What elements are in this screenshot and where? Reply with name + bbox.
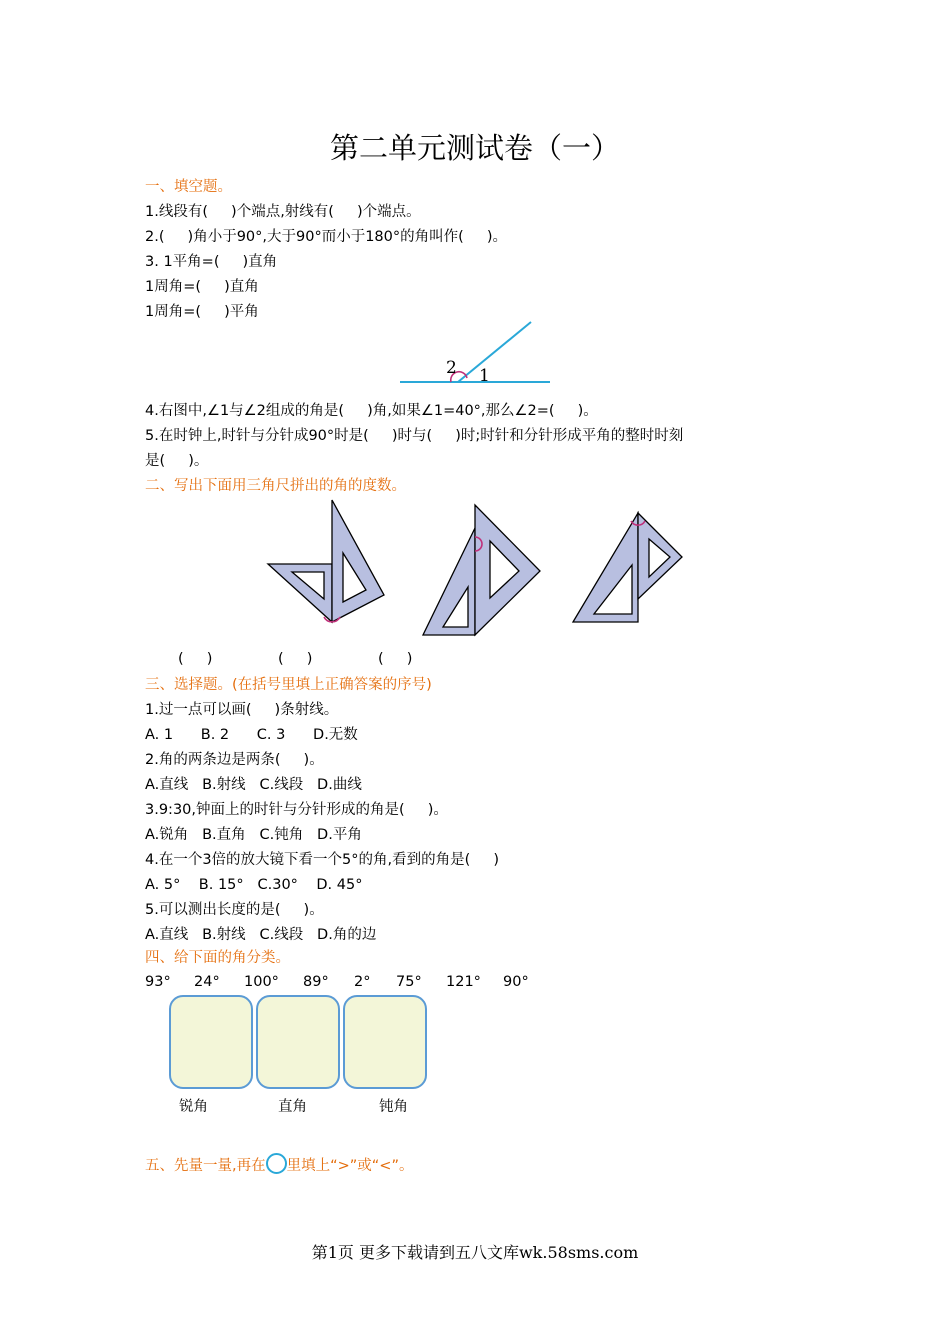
acute-angle-label: 锐角	[179, 1099, 208, 1115]
section3-question-4: 4.在一个3倍的放大镜下看一个5°的角,看到的角是( )	[145, 852, 500, 868]
section3-options-3: A.锐角 B.直角 C.钝角 D.平角	[145, 827, 362, 843]
section5-heading	[145, 1153, 413, 1176]
section1-question-4: 4.右图中,∠1与∠2组成的角是( )角,如果∠1=40°,那么∠2=( )。	[145, 403, 598, 419]
section5-heading-before: 五、先量一量,再在	[145, 1158, 266, 1174]
ruler-set-2	[423, 505, 540, 635]
angle-value: 93°	[145, 974, 171, 990]
section2-heading: 二、写出下面用三角尺拼出的角的度数。	[145, 478, 406, 494]
ruler-3a	[573, 513, 638, 622]
angle-label-1: 1	[479, 366, 490, 386]
ruler-1b	[332, 500, 384, 622]
compare-circle-icon	[266, 1153, 287, 1174]
obtuse-angle-label: 钝角	[379, 1099, 408, 1115]
section1-question-2: 2.( )角小于90°,大于90°而小于180°的角叫作( )。	[145, 229, 507, 245]
angle-label-2: 2	[446, 358, 457, 378]
ruler-set-3	[573, 513, 682, 622]
section1-question-3a: 3. 1平角=( )直角	[145, 254, 278, 270]
angle-value: 90°	[503, 974, 529, 990]
angle-value: 2°	[354, 974, 371, 990]
section3-heading: 三、选择题。(在括号里填上正确答案的序号)	[145, 677, 432, 693]
section3-options-5: A.直线 B.射线 C.线段 D.角的边	[145, 927, 377, 943]
ruler-3b	[638, 513, 682, 599]
section3-options-4: A. 5° B. 15° C.30° D. 45°	[145, 877, 363, 893]
section4-heading: 四、给下面的角分类。	[145, 950, 290, 966]
section1-question-1: 1.线段有( )个端点,射线有( )个端点。	[145, 204, 421, 220]
ruler-set-1	[268, 500, 384, 622]
angle-ray	[458, 322, 531, 382]
ruler-1a	[268, 564, 332, 622]
obtuse-angle-box[interactable]	[343, 995, 427, 1089]
ruler-2b	[475, 505, 540, 635]
ruler-2a	[423, 528, 475, 635]
section2-answer-2[interactable]: ( )	[278, 651, 313, 667]
page-footer: 第1页 更多下载请到五八文库wk.58sms.com	[311, 1243, 639, 1262]
section3-options-1: A. 1 B. 2 C. 3 D.无数	[145, 727, 358, 743]
section5-heading-after: 里填上“>”或“<”。	[286, 1158, 414, 1174]
section3-question-2: 2.角的两条边是两条( )。	[145, 752, 324, 768]
right-angle-box[interactable]	[256, 995, 340, 1089]
angle-value: 75°	[396, 974, 422, 990]
angle-value: 89°	[303, 974, 329, 990]
section1-question-5a: 5.在时钟上,时针与分针成90°时是( )时与( )时;时针和分针形成平角的整时时刻	[145, 428, 684, 444]
triangle-rulers-figure	[260, 495, 690, 645]
angle-value: 24°	[194, 974, 220, 990]
section3-question-1: 1.过一点可以画( )条射线。	[145, 702, 339, 718]
angle-value: 121°	[446, 974, 481, 990]
right-angle-label: 直角	[278, 1099, 307, 1115]
acute-angle-box[interactable]	[169, 995, 253, 1089]
section3-question-3: 3.9:30,钟面上的时针与分针形成的角是( )。	[145, 802, 448, 818]
angle-figure	[395, 318, 560, 390]
section1-question-3c: 1周角=( )平角	[145, 304, 259, 320]
section1-heading: 一、填空题。	[145, 179, 232, 195]
section3-question-5: 5.可以测出长度的是( )。	[145, 902, 324, 918]
angle-value: 100°	[244, 974, 279, 990]
page-title: 第二单元测试卷（一）	[329, 131, 620, 165]
section1-question-3b: 1周角=( )直角	[145, 279, 259, 295]
section2-answer-1[interactable]: ( )	[178, 651, 213, 667]
section2-answer-3[interactable]: ( )	[378, 651, 413, 667]
section1-question-5b: 是( )。	[145, 453, 209, 469]
section3-options-2: A.直线 B.射线 C.线段 D.曲线	[145, 777, 362, 793]
